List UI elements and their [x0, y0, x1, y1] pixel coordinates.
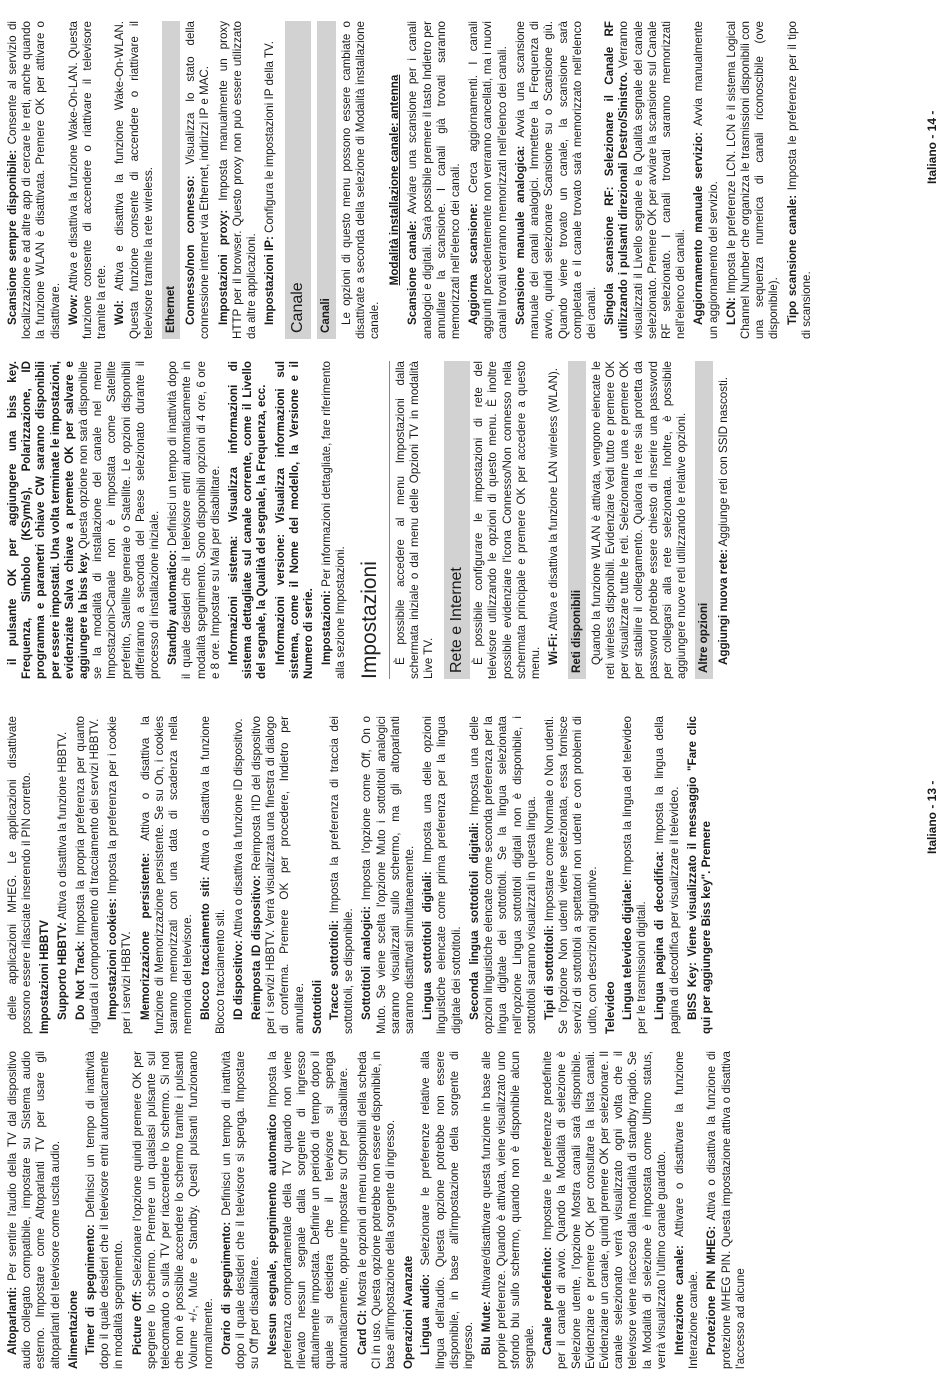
description: Imposta manualmente un proxy HTTP per il browser. Questo proxy non può essere utilizzato da altre applicazioni.	[216, 21, 259, 339]
manual-paragraph	[603, 21, 688, 339]
description: Impostare come Normale o Non udenti. Se l'opzione Non udenti viene selezionata, essa fornisce servizi di sottotitoli a spettatori non udenti e con problemi di udito, con descrizioni aggiuntive.	[542, 716, 599, 1034]
term: Singola scansione RF: Selezionare il Canale RF utilizzando i pulsanti direzionali Destro/Sinistro.	[603, 21, 631, 339]
term: Do Not Track:	[73, 940, 87, 1020]
manual-paragraph	[220, 1051, 263, 1369]
manual-paragraph	[328, 716, 356, 1034]
manual-paragraph	[131, 1051, 216, 1369]
description: Le opzioni di questo menu possono essere cambiate o disattivate a seconda della selezione di Modalità installazione canale.	[339, 21, 382, 339]
term: Canale predefinito:	[541, 1246, 555, 1355]
description: Attivare/disattivare questa funzione in base alle proprie preferenze. Quando è attivata, viene visualizzato uno sfondo blu sullo schermo, quando non è disponibile alcun segnale.	[480, 1051, 536, 1369]
term: Card CI:	[355, 1309, 369, 1355]
term: BISS Key: Viene visualizzato il messaggio "Fare clic qui per aggiungere Biss key". Premere	[685, 716, 713, 1034]
manual-paragraph	[113, 21, 156, 339]
term: Aggiungi nuova rete:	[717, 549, 731, 665]
term: Aggiornamento manuale servizio:	[692, 132, 706, 325]
manual-paragraph	[419, 1051, 476, 1369]
section-heading: Impostazioni	[357, 561, 381, 679]
manual-paragraph	[6, 361, 162, 679]
description: Definisci un tempo di inattività dopo il quale desideri che il televisore si spenga. Impostare su Off per disabilitare.	[219, 1051, 262, 1369]
manual-paragraph	[547, 361, 561, 679]
term: Lingua televideo digitale:	[620, 879, 634, 1020]
manual-paragraph	[421, 716, 464, 1034]
manual-paragraph	[199, 716, 227, 1034]
manual-paragraph	[406, 21, 463, 339]
term: Protezione PIN MHEG:	[705, 1225, 719, 1355]
description: Imposta l'opzione come Off, On o Muto. Se viene scelta l'opzione Muto i sottotitoli analogici saranno visualizzati sullo schermo, ma gli altoparlanti saranno disattivati simultaneamente.	[360, 716, 417, 1034]
term: LCN:	[724, 297, 738, 325]
term: Memorizzazione persistente:	[138, 852, 152, 1020]
term: Wi-Fi:	[547, 632, 561, 665]
manual-paragraph	[266, 1051, 351, 1369]
term: Informazioni sistema: Visualizza informazioni di sistema dettagliate sul canale corrente, come il Livello del segnale, la Qualità del segnale, la Frequenza, ecc.	[227, 361, 269, 679]
term: Aggiorna scansione:	[467, 203, 481, 325]
manual-paragraph	[356, 1051, 399, 1369]
menu-section-bar: Altre opzioni	[695, 361, 713, 679]
description: Imposta la lingua della pagina di decodifica per visualizzare il televideo.	[653, 716, 681, 1034]
description: Verranno visualizzati il Livello segnale e la Qualità segnale del canale selezionato. Premere OK per avviare la scansione sul Canale RF selezionato. I canali trovati saranno memorizzati nell'elenco dei canali.	[617, 21, 688, 339]
description: Imposta una delle opzioni linguistiche elencate come prima preferenza per la lingua digitale dei sottotitoli.	[421, 716, 463, 1034]
manual-paragraph	[56, 716, 70, 1034]
heading-rule	[389, 361, 390, 679]
manual-paragraph	[360, 716, 417, 1034]
term: Scansione sempre disponibile:	[6, 149, 19, 325]
term: il pulsante OK per aggiungere una biss key. Frequenza, Simbolo (KSym/s), Polarizzazione, ID programma e parametri chiave CW saranno disponibili per essere impostati. Una volta terminate le impostazioni, evidenziate Salva chiave a premete OK per salvare e aggiungere la biss key.	[6, 361, 91, 679]
description: Mostra le opzioni di menu disponibili della scheda CI in uso. Questa opzione potrebbe non essere disponibile, in base all'impostazione della sorgente di ingresso.	[355, 1051, 398, 1369]
term: Impostazioni IP:	[263, 236, 277, 325]
description: Attiva o disattiva la funzione HBBTV.	[55, 731, 69, 923]
manual-paragraph	[6, 716, 34, 1034]
term: ID dispositivo:	[231, 940, 245, 1020]
menu-section-bar: Reti disponibili	[568, 361, 586, 679]
manual-paragraph	[543, 716, 600, 1034]
manual-paragraph	[232, 716, 246, 1034]
manual-paragraph	[480, 1051, 537, 1369]
description: Cerca aggiornamenti. I canali aggiunti precedentemente non verranno cancellati, ma i nuovi canali trovati verranno memorizzati nell'elenco dei canali.	[467, 21, 509, 339]
description: delle applicazioni MHEG. Le applicazioni disattivate possono essere rilasciate inserendo il PIN corretto.	[6, 716, 34, 1034]
manual-paragraph	[6, 21, 63, 339]
menu-section-bar: Canali	[317, 21, 335, 339]
manual-paragraph	[340, 21, 383, 339]
menu-section-bar: Ethernet	[162, 21, 180, 339]
term: Standby automatico:	[166, 549, 180, 665]
term: Lingua audio:	[419, 1273, 433, 1355]
description: Per sentire l'audio della TV dal dispositivo audio collegato compatibile, impostare su	[6, 1051, 34, 1369]
term: Picture Off:	[130, 1290, 144, 1355]
description: Imposta la propria preferenza per quanto riguarda il comportamento di tracciamento dei servizi HBBTV.	[73, 716, 102, 1034]
manual-paragraph	[74, 716, 102, 1034]
subsection-heading: Impostazioni HBBTV	[38, 919, 52, 1034]
term: Scansione canale:	[406, 220, 420, 325]
description: Reimposta l'ID del dispositivo per i servizi HBBTV. Verrà visualizzata una finestra di dialogo di conferma. Premere OK per procedere, Indietro per annullare.	[250, 716, 306, 1034]
description: Attiva e disattiva la funzione LAN wireless (WLAN).	[547, 368, 561, 633]
term: Reimposta ID dispositivo:	[250, 875, 264, 1020]
manual-paragraph	[653, 716, 681, 1034]
manual-paragraph	[106, 716, 134, 1034]
subsection-title: Modalità installazione canale: antenna	[388, 74, 402, 286]
term: Blocco tracciamento siti:	[199, 876, 213, 1020]
manual-paragraph	[467, 21, 510, 339]
term: Impostazioni:	[320, 590, 334, 665]
manual-paragraph	[705, 1051, 748, 1369]
term: Impostazioni cookies:	[106, 898, 120, 1020]
term: Tipi di sottotitoli:	[542, 925, 556, 1020]
term: Interazione canale:	[672, 1245, 686, 1355]
description: Attiva o disattiva la funzione Blocco tracciamento siti.	[199, 716, 227, 1034]
description: Attiva o disattiva la funzione ID dispositivo.	[231, 718, 245, 941]
description: Aggiunge reti con SSID nascosti.	[717, 376, 731, 550]
manual-paragraph	[692, 21, 720, 339]
manual-paragraph	[725, 21, 782, 339]
manual-paragraph	[184, 21, 212, 339]
term: Tracce sottotitoli:	[328, 919, 342, 1020]
subsection-heading: Televideo	[603, 981, 617, 1034]
description: Configura le impostazioni IP della TV.	[263, 41, 277, 237]
description: Definisci un tempo di inattività dopo il quale desideri che il televisore entri automaticamente in modalità spegnimento. Sono disponibili opzioni di 4 ore, 6 ore e 8 ore. Impostare su Mai per disabilitare.	[166, 361, 222, 679]
manual-paragraph	[84, 1051, 127, 1369]
manual-paragraph	[621, 716, 649, 1034]
manual-paragraph	[468, 716, 539, 1034]
term: Scansione manuale analogica:	[513, 145, 527, 325]
manual-paragraph	[217, 21, 260, 339]
description: Imposta la preferenza di traccia dei sottotitoli, se disponibile.	[328, 716, 356, 1034]
description: Per informazioni dettagliate, fare riferimento alla sezione Impostazioni.	[320, 361, 348, 679]
description: Attiva o disattiva la funzione di protezione MHEG PIN. Questa impostazione attiva o disattiva l'accesso ad alcune	[705, 1051, 747, 1369]
description: Definisci un tempo di inattività dopo il quale desideri che il televisore entri automaticamente in modalità spegnimento.	[84, 1051, 126, 1369]
term: Informazioni versione: Visualizza informazioni sul sistema, come il Nome del modello, la Versione e il Numero di serie.	[273, 361, 316, 679]
term: Seconda lingua sottotitoli digitali:	[467, 822, 481, 1020]
description: Quando la funzione WLAN è attivata, vengono elencate le reti wireless disponibili. Evidenziare Vedi tutto e premere OK per visualizzare tutte le reti. Selezionarne una e premere OK per stabilire il collegamento. Qualora la rete sia protetta da password potrebbe essere chiesto di inserire una password per collegarsi alla rete selezionata. Inoltre, è possibile aggiungere nuove reti utilizzando le relative opzioni.	[589, 361, 688, 679]
description: Attiva e disattiva la funzione Wake-On-LAN. Questa funzione consente di accendere o riattivare il televisore tramite la rete.	[66, 21, 109, 339]
term: Impostazioni proxy:	[216, 209, 230, 325]
manual-paragraph	[786, 21, 814, 339]
description: Visualizza lo stato della connessione internet via Ethernet, indirizzi IP e MAC.	[184, 21, 212, 339]
description: Sistema audio esterno. Impostare come Altoparlanti TV per usare gli altoparlanti del televisore come uscita audio.	[20, 1051, 62, 1369]
manual-paragraph	[717, 361, 731, 679]
manual-paragraph	[673, 1051, 701, 1369]
term: Wol:	[113, 300, 127, 325]
description: È possibile accedere al menu Impostazioni dalla schermata iniziale o dal menu delle Opzioni TV in modalità Live TV.	[393, 361, 436, 679]
page-14-column-2	[6, 21, 818, 339]
page-13-column-1	[6, 1051, 752, 1369]
term: Lingua sottotitoli digitali:	[421, 871, 435, 1020]
manual-paragraph	[686, 716, 714, 1034]
description: Selezionare le preferenze relative alla lingua dell'audio. Questa opzione potrebbe non essere disponibile, in base all'impostazione della sorgente di ingresso.	[419, 1051, 476, 1369]
manual-paragraph	[250, 716, 307, 1034]
term: Supporto HBBTV:	[55, 922, 69, 1020]
description: Selezionare l'opzione quindi premere OK per spegnere lo schermo. Premere un qualsiasi pulsante sul telecomando o sulla TV per riaccendere lo schermo. Si noti che non è possibile accendere lo schermo tramite i pulsanti Volume +/-, Mute e Standby. Questi pulsanti funzionano normalmente.	[130, 1051, 215, 1369]
manual-paragraph	[394, 361, 437, 679]
description: Imposta le preferenze LCN. LCN è il sistema Logical Channel Number che organizza le trasmissioni disponibili con una sequenza numerica di canali riconoscibile (ove disponibile).	[724, 21, 781, 339]
description: Imposta le preferenze per il tipo di scansione.	[785, 21, 813, 339]
term: Nessun segnale, spegnimento automatico	[266, 1113, 280, 1355]
manual-paragraph	[67, 21, 110, 339]
description: Consente al servizio di localizzazione e ad altre app di cercare le reti, anche quando la funzione WLAN è disattivata. Premere OK per attivare o disattivare.	[6, 21, 62, 339]
subsection-heading: Alimentazione	[66, 1290, 80, 1369]
term: Sottotitoli analogici:	[360, 906, 374, 1020]
description: Avviare una scansione per i canali analogici e digitali. Sarà possibile premere il tasto Indietro per annullare la scansione. I canali già trovati saranno memorizzati nell'elenco dei canali.	[406, 21, 463, 339]
term: Lingua pagina di decodifica:	[653, 851, 667, 1020]
term: Wow:	[66, 294, 80, 325]
manual-paragraph	[320, 361, 348, 679]
term: Connesso/non connesso:	[184, 175, 198, 325]
term: Tipo scansione canale:	[785, 194, 799, 325]
manual-paragraph	[263, 21, 277, 339]
manual-paragraph	[472, 361, 543, 679]
subsection-heading: Operazioni Avanzate	[402, 1255, 416, 1369]
description: È possibile configurare le impostazioni di rete del televisore utilizzando le opzioni di questo menu. È inoltre possibile evidenziare l'icona Connesso/Non connesso nella schermata principale e premere OK per accedere a questo menu.	[472, 361, 543, 679]
manual-paragraph	[139, 716, 196, 1034]
subsection-heading: Sottotitoli	[310, 979, 324, 1034]
description: Avvia una scansione manuale dei canali analogici. Immettere la Frequenza di avvio, quindi selezionare Scansione su o Scansione giù. Quando viene trovato un canale, la scansione sarà completata e il canale trovato sarà memorizzato nell'elenco dei canali.	[513, 20, 598, 339]
description: Attiva o disattiva la funzione di Memorizzazione persistente. Se su On, i cookies saranno memorizzati con una data di scadenza nella memoria del televisore.	[138, 715, 195, 1034]
description: Impostare le preferenze predefinite per il canale di avvio. Quando la Modalità di selezione è Selezione utente, l'opzione Mostra canali sarà disponibile. Evidenziare e premere OK per consultare la lista canali. Evidenziare un canale, quindi premere OK per selezionare. Il canale selezionato verrà visualizzato ogni volta che il televisore viene riacceso dalla modalità di standby rapido. Se la Modalità di selezione è impostata come Ultimo status, verrà visualizzato l'ultimo canale guardato.	[541, 1051, 668, 1369]
term: Blu Mute:	[480, 1301, 494, 1355]
term: Orario di spegnimento:	[219, 1221, 233, 1355]
manual-paragraph	[227, 361, 270, 679]
term: Altoparlanti:	[6, 1286, 19, 1355]
menu-section-bar: Canale	[285, 21, 311, 339]
manual-paragraph	[166, 361, 223, 679]
manual-paragraph	[590, 361, 689, 679]
page-13-column-2	[6, 716, 718, 1034]
description: Questa opzione non sarà disponibile se la modalità di installazione del canale nel menu Impostazioni>Canale non è impostata come Satellite preferito, Satellite generale o Satellite. Le opzioni disponibili differiranno a seconda del Paese selezionato durante il processo di installazione iniziale.	[77, 361, 162, 679]
page-14-column-1	[6, 361, 736, 679]
description: Attivare o disattivare la funzione Interazione canale.	[672, 1051, 701, 1369]
term: Timer di spegnimento:	[84, 1224, 98, 1355]
page-number-14: Italiano - 14 -	[925, 110, 939, 184]
description: Imposta la preferenza comportamentale della TV quando non viene rilevato nessun segnale dalla sorgente di ingresso attualmente impostata. Definire un periodo di tempo dopo il quale si desidera che il televisore si spenga automaticamente, oppure impostare su Off per disabilitare.	[266, 1051, 351, 1369]
manual-paragraph	[514, 21, 599, 339]
description: Imposta la lingua del televideo per le trasmissioni digitali.	[620, 716, 649, 1034]
manual-paragraph	[541, 1051, 669, 1369]
page-number-13: Italiano - 13 -	[925, 780, 939, 854]
description: Avvia manualmente un aggiornamento del servizio.	[692, 21, 720, 339]
description: Attiva e disattiva la funzione Wake-On-WLAN. Questa funzione consente di accendere o riattivare il televisore tramite la rete wireless.	[113, 21, 155, 339]
menu-section-bar: Rete e Internet	[444, 361, 470, 679]
manual-paragraph	[274, 361, 317, 679]
description: Imposta la preferenza per i cookie per i servizi HBBTV.	[106, 716, 134, 1034]
description: Imposta una delle opzioni linguistiche elencate come seconda preferenza per la lingua digitale dei sottotitoli. Se la lingua selezionata nell'opzione Lingua sottotitoli digitali non è disponibile, i sottotitoli saranno visualizzati in questa lingua.	[467, 715, 538, 1034]
manual-paragraph	[6, 1051, 63, 1369]
